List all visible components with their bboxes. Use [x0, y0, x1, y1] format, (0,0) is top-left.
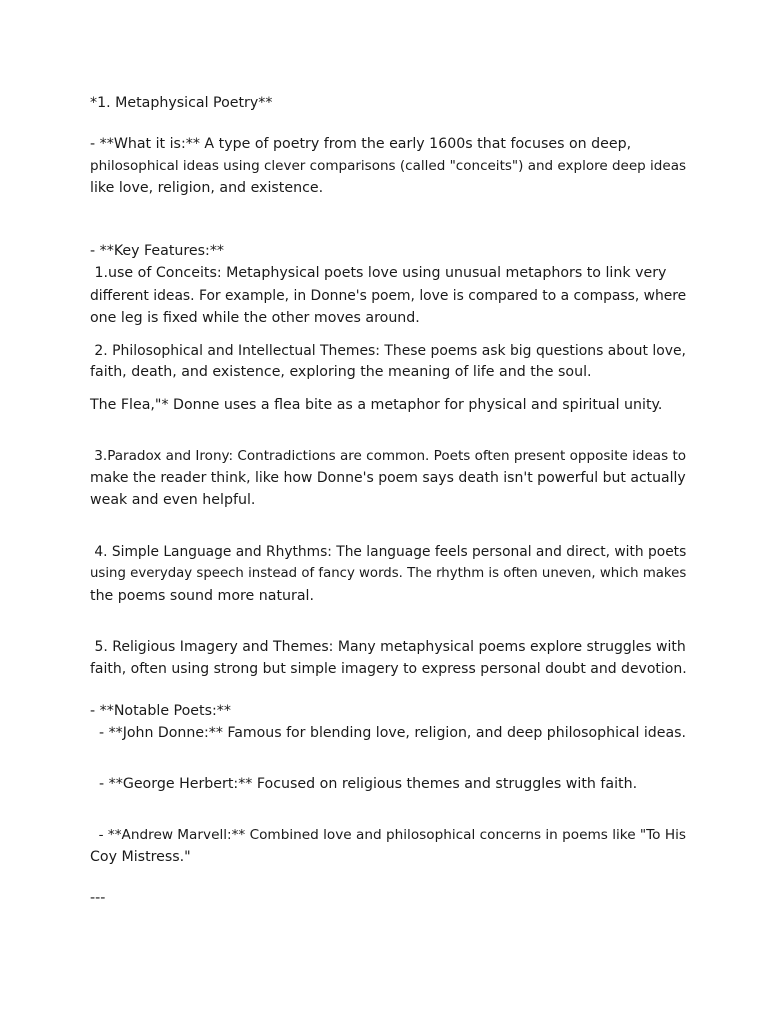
paragraph-line: philosophical ideas using clever comparisons (called "conceits") and explore deep ideas	[90, 158, 687, 174]
paragraph-line: like love, religion, and existence.	[90, 180, 324, 196]
paragraph-line: faith, death, and existence, exploring the meaning of life and the soul.	[90, 364, 592, 380]
paragraph-line: - **Andrew Marvell:** Combined love and philosophical concerns in poems like "To His	[90, 827, 686, 843]
section-heading: *1. Metaphysical Poetry**	[90, 95, 273, 111]
key-features-label: - **Key Features:**	[90, 243, 225, 259]
paragraph-line: make the reader think, like how Donne's poem says death isn't powerful but actually	[90, 470, 686, 486]
paragraph-line: weak and even helpful.	[90, 492, 256, 508]
section-separator: ---	[90, 890, 106, 906]
notable-poets-label: - **Notable Poets:**	[90, 703, 231, 719]
flea-example-line: The Flea,"* Donne uses a flea bite as a metaphor for physical and spiritual unity.	[90, 397, 663, 413]
paragraph-line: one leg is fixed while the other moves around.	[90, 310, 420, 326]
paragraph-line: 4. Simple Language and Rhythms: The language feels personal and direct, with poets	[90, 544, 687, 560]
poet-george-herbert: - **George Herbert:** Focused on religious themes and struggles with faith.	[90, 776, 638, 792]
paragraph-line: using everyday speech instead of fancy words. The rhythm is often uneven, which makes	[90, 566, 687, 581]
paragraph-line: 3.Paradox and Irony: Contradictions are common. Poets often present opposite ideas to	[90, 448, 687, 464]
paragraph-line: different ideas. For example, in Donne's poem, love is compared to a compass, where	[90, 288, 687, 304]
paragraph-line: 1.use of Conceits: Metaphysical poets love using unusual metaphors to link very	[90, 265, 667, 281]
poet-john-donne: - **John Donne:** Famous for blending love, religion, and deep philosophical ideas.	[90, 725, 686, 741]
paragraph-line: 5. Religious Imagery and Themes: Many metaphysical poems explore struggles with	[90, 639, 686, 655]
paragraph-line: - **What it is:** A type of poetry from the early 1600s that focuses on deep,	[90, 136, 632, 152]
paragraph-line: faith, often using strong but simple imagery to express personal doubt and devotion.	[90, 661, 687, 677]
paragraph-line: Coy Mistress."	[90, 849, 191, 865]
paragraph-line: 2. Philosophical and Intellectual Themes: These poems ask big questions about love,	[90, 343, 686, 359]
paragraph-line: the poems sound more natural.	[90, 588, 314, 604]
